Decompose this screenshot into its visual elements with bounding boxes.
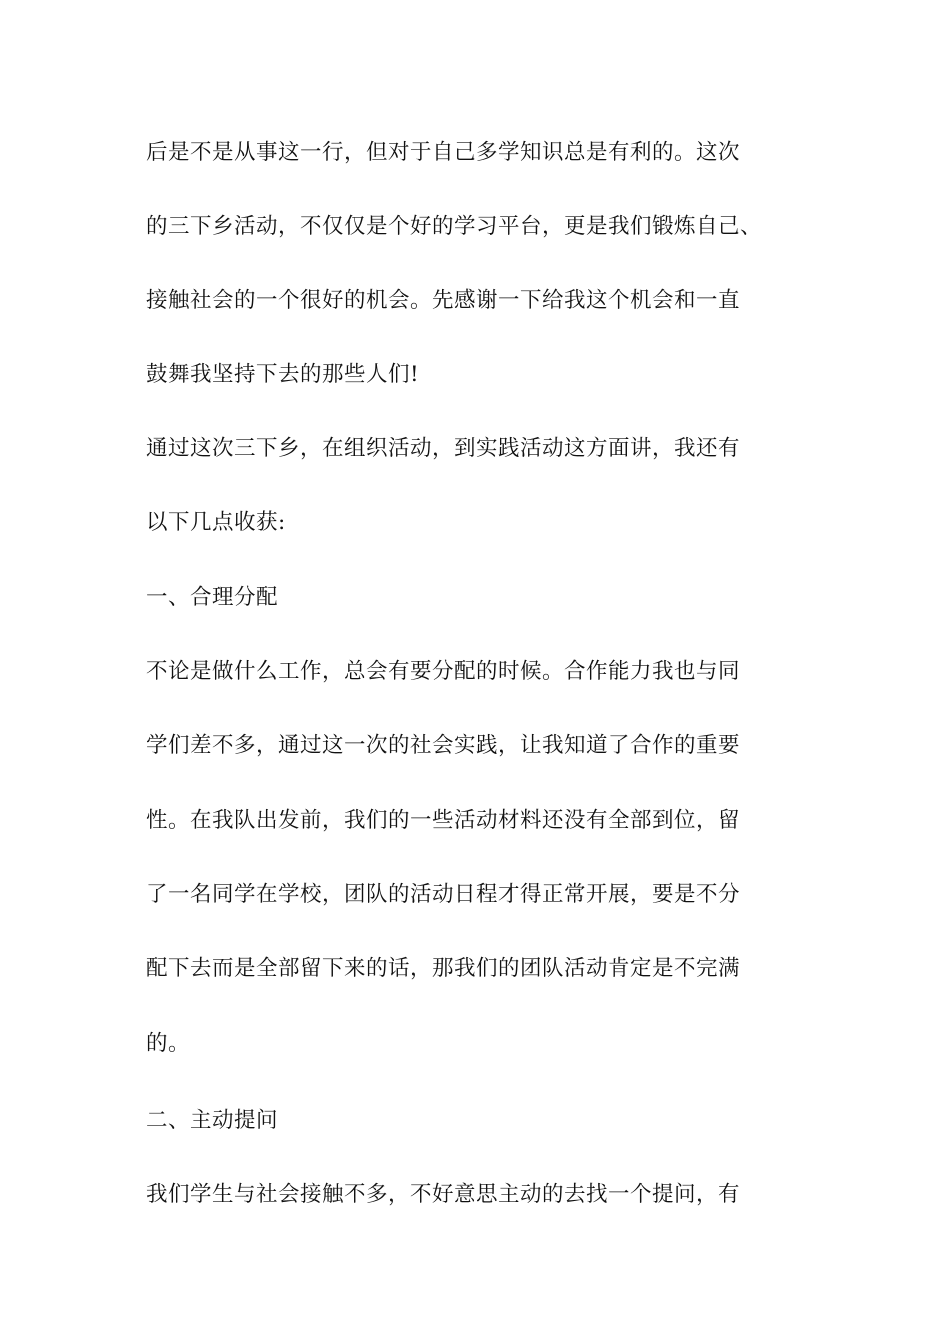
paragraph-line: 配下去而是全部留下来的话，那我们的团队活动肯定是不完满 — [146, 956, 741, 981]
section-heading: 二、主动提问 — [146, 1108, 279, 1133]
paragraph-line: 以下几点收获: — [146, 510, 286, 535]
section-heading: 一、合理分配 — [146, 585, 279, 610]
paragraph-line: 学们差不多，通过这一次的社会实践，让我知道了合作的重要 — [146, 733, 741, 758]
paragraph-line: 后是不是从事这一行，但对于自己多学知识总是有利的。这次 — [146, 140, 741, 165]
paragraph-line: 鼓舞我坚持下去的那些人们! — [146, 362, 420, 387]
paragraph-line: 的三下乡活动，不仅仅是个好的学习平台，更是我们锻炼自己、 — [146, 214, 763, 239]
paragraph-line: 我们学生与社会接触不多，不好意思主动的去找一个提问，有 — [146, 1182, 741, 1207]
paragraph-line: 的。 — [146, 1031, 191, 1056]
paragraph-line: 通过这次三下乡，在组织活动，到实践活动这方面讲，我还有 — [146, 436, 741, 461]
paragraph-line: 不论是做什么工作，总会有要分配的时候。合作能力我也与同 — [146, 659, 741, 684]
paragraph-line: 性。在我队出发前，我们的一些活动材料还没有全部到位，留 — [146, 808, 741, 833]
paragraph-line: 了一名同学在学校，团队的活动日程才得正常开展，要是不分 — [146, 882, 741, 907]
paragraph-line: 接触社会的一个很好的机会。先感谢一下给我这个机会和一直 — [146, 288, 741, 313]
